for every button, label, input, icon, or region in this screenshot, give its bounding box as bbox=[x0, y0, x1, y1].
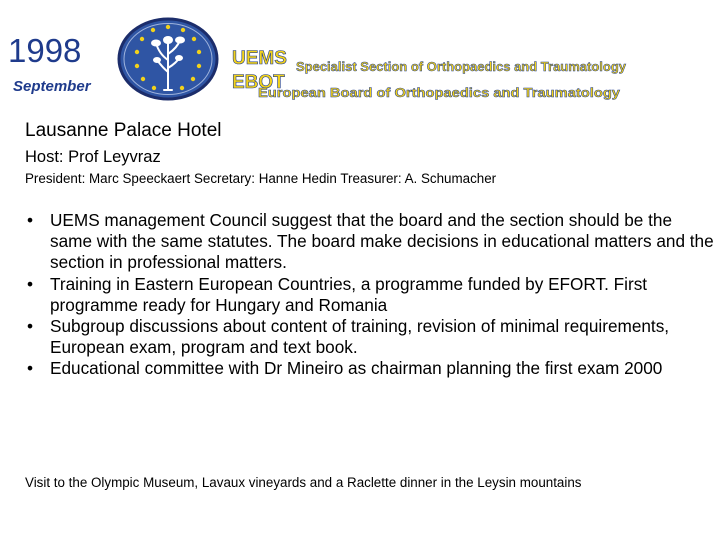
logo-line2-text: European Board of Orthopaedics and Traumatology bbox=[258, 85, 621, 100]
logo-uems-abbr: UEMS bbox=[232, 48, 287, 69]
bullet-icon: • bbox=[27, 210, 34, 230]
year-label: 1998 bbox=[8, 32, 82, 69]
list-item bbox=[25, 358, 715, 379]
uems-ebot-logo bbox=[230, 46, 630, 102]
list-item bbox=[25, 274, 715, 316]
list-item bbox=[25, 316, 715, 358]
officers-line: President: Marc Speeckaert Secretary: Hanne Hedin Treasurer: A. Schumacher bbox=[25, 171, 497, 186]
venue-title: Lausanne Palace Hotel bbox=[25, 120, 222, 141]
footer-note: Visit to the Olympic Museum, Lavaux vineyards and a Raclette dinner in the Leysin mountains bbox=[25, 475, 582, 490]
bullet-icon: • bbox=[27, 273, 34, 294]
logo-line1-text: Specialist Section of Orthopaedics and Traumatology bbox=[296, 59, 627, 74]
bullet-text: Subgroup discussions about content of training, revision of minimal requirements, European exam, program and text book. bbox=[50, 316, 670, 358]
host-line: Host: Prof Leyvraz bbox=[25, 148, 161, 166]
month-label: September bbox=[13, 78, 91, 95]
bullet-text: Training in Eastern European Countries, a programme funded by EFORT. First programme ready for Hungary and Romania bbox=[50, 273, 648, 315]
bullet-text: Educational committee with Dr Mineiro as chairman planning the first exam 2000 bbox=[50, 358, 663, 379]
bullet-icon: • bbox=[27, 358, 34, 379]
bullet-list bbox=[25, 210, 715, 380]
bullet-text: UEMS management Council suggest that the board and the section should be the same with the same statutes. The board make decisions in educational matters and the section in professional matters. bbox=[50, 210, 714, 273]
logo-ebot-abbr: EBOT bbox=[232, 72, 285, 93]
list-item bbox=[25, 210, 715, 274]
bullet-icon: • bbox=[27, 316, 34, 337]
tree-emblem-icon bbox=[116, 16, 220, 102]
